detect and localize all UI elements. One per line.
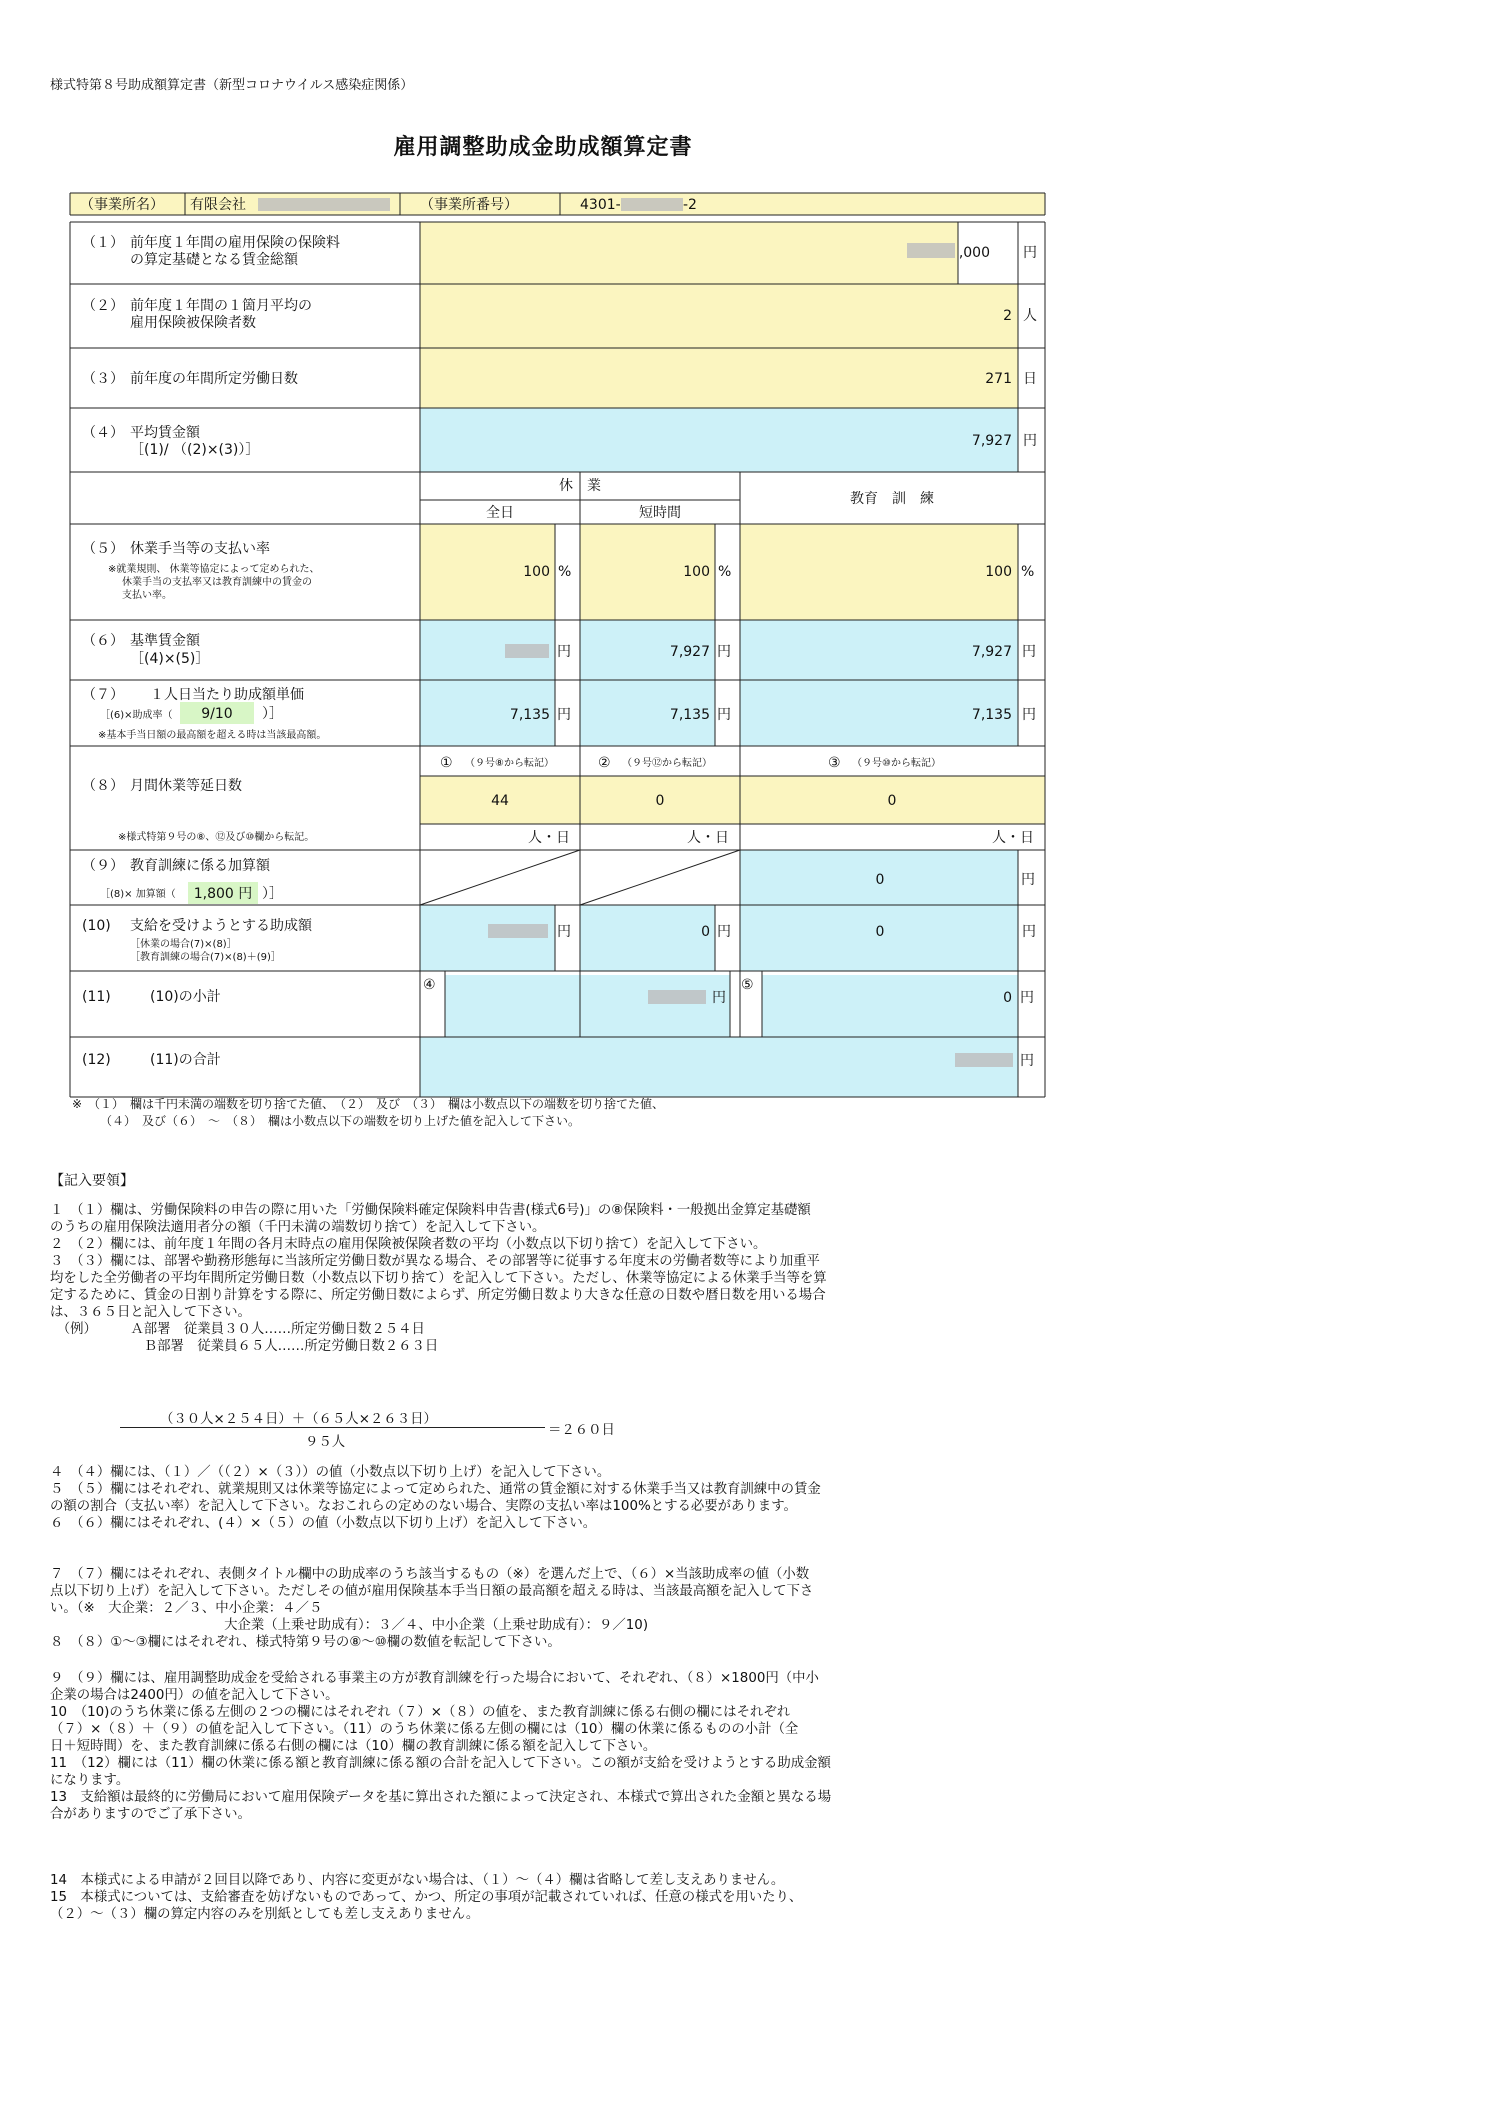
row7-rate-suffix: ）］: [262, 706, 283, 722]
redaction-mark: [907, 243, 955, 258]
instructions-heading: 【記入要領】: [50, 1173, 134, 1189]
row10-tanjikan-unit: 円: [717, 924, 731, 940]
redaction-mark: [648, 990, 706, 1004]
row7-rate-prefix: ［(6)×助成率（: [100, 710, 173, 721]
row7-kyoiku-unit: 円: [1022, 707, 1036, 723]
instructions-block-3: ７ （７）欄にはそれぞれ、表側タイトル欄中の助成率のうち該当するもの（※）を選んだ上で、（６）×当該助成率の値（小数 点以下切り上げ）を記入して下さい。ただしその値が雇用保険基本手当日額の最高額を超える時は、当該最高額を記入して下さ い。（※ 大企業：２／３、中小企業：４／５ 大企業（上乗せ助成有）：３／４、中小企業（上乗せ助成有）：９／10) ８ （８）①～③欄にはそれぞれ、様式特第９号の⑧～⑩欄の数値を転記して下さい。: [50, 1567, 814, 1650]
row8-no: （８）: [82, 778, 124, 794]
row7-tanjikan-value: 7,135: [669, 707, 710, 723]
instructions-block-1: １ （１）欄は、労働保険料の申告の際に用いた「労働保険料確定保険料申告書(様式6号)」の⑧保険料・一般拠出金算定基礎額 のうちの雇用保険法適用者分の額（千円未満の端数切り捨て）を記入して下さい。 ２ （２）欄には、前年度１年間の各月末時点の雇用保険被保険者数の平均（小数点以下切り捨て）を記入して下さい。 ３ （３）欄には、部署や勤務形態毎に当該所定労働日数が異なる場合、その部署等に従事する年度末の労働者数等により加重平 均をした全労働者の平均年間所定労働日数（小数点以下切り捨て）を記入して下さい。ただし、休業等協定による休業手当等を算 定するために、賃金の日割り計算をする際に、所定労働日数によらず、所定労働日数より大きな任意の日数や暦日数を用いる場合 は、３６５日と記入して下さい。 （例） Ａ部署 従業員３０人……所定労働日数２５４日 Ｂ部署 従業員６５人……所定労働日数２６３日: [50, 1203, 827, 1354]
fraction-line: [120, 1427, 545, 1428]
row10-note-line2: ［教育訓練の場合(7)×(8)＋(9)］: [130, 952, 281, 963]
redaction-mark: [955, 1053, 1013, 1067]
row3-value: 271: [985, 371, 1012, 387]
row2-label-line2: 雇用保険被保険者数: [130, 315, 256, 331]
row3-no: （３）: [82, 371, 124, 387]
instructions-block-4: ９ （９）欄には、雇用調整助成金を受給される事業主の方が教育訓練を行った場合において、それぞれ、（８）×1800円（中小 企業の場合は2400円）の値を記入して下さい。 10 （10)のうち休業に係る左側の２つの欄にはそれぞれ（７）×（８）の値を、また教育訓練に係る右側の欄にはそれぞれ （７）×（８）＋（９）の値を記入して下さい。（11）のうち休業に係る左側の欄には（10）欄の休業に係るものの小計（全 日＋短時間）を、また教育訓練に係る右側の欄には（10）欄の教育訓練に係る額を記入して下さい。 11 （12）欄には（11）欄の休業に係る額と教育訓練に係る額の合計を記入して下さい。この額が支給を受けようとする助成金額 になります。 13 支給額は最終的に労働局において雇用保険データを基に算出された額によって決定され、本様式で算出された金額と異なる場 合がありますのでご了承下さい。: [50, 1671, 832, 1822]
header-kyoiku: 教育 訓 練: [850, 491, 934, 507]
row4-label-line2: ［(1)/ （(2)×(3)）］: [130, 442, 260, 458]
row9-kyoiku-value: 0: [875, 872, 885, 888]
header-zennichi: 全日: [486, 505, 514, 521]
row11-marker-4: ④: [423, 977, 436, 993]
row4-value: 7,927: [971, 433, 1012, 449]
row7-tanjikan-unit: 円: [717, 707, 731, 723]
row8-note: ※様式特第９号の⑧、⑫及び⑩欄から転記。: [118, 832, 315, 843]
row10-note-line1: ［休業の場合(7)×(8)］: [130, 939, 237, 950]
form-code: 様式特第８号助成額算定書（新型コロナウイルス感染症関係）: [50, 78, 414, 93]
row9-amount-prefix: ［(8)× 加算額（: [100, 889, 176, 900]
row8-unit-1: 人・日: [528, 830, 570, 846]
row4-no: （４）: [82, 425, 124, 441]
row7-note: ※基本手当日額の最高額を超える時は当該最高額。: [98, 730, 327, 741]
redaction-mark: [621, 198, 683, 211]
row2-value: 2: [1003, 308, 1012, 324]
row11-kyugyo-unit: 円: [712, 990, 726, 1006]
office-number-label: （事業所番号）: [420, 197, 518, 213]
row8-zennichi-value: 44: [491, 793, 509, 809]
calc-denominator: ９５人: [305, 1435, 346, 1450]
redaction-mark: [505, 644, 549, 658]
row5-note-line1: ※就業規則、 休業等協定によって定められた、: [108, 564, 320, 575]
row6-label-line1: 基準賃金額: [130, 633, 200, 649]
row6-zennichi-unit: 円: [557, 644, 571, 660]
row1-value: ,000: [958, 245, 990, 261]
row8-tanjikan-value: 0: [655, 793, 665, 809]
row11-label: (10)の小計: [150, 989, 221, 1005]
row7-no: （７）: [82, 687, 124, 703]
row8-source-2: （９号⑫から転記）: [622, 758, 712, 769]
redaction-mark: [258, 198, 390, 211]
row7-kyoiku-value: 7,135: [971, 707, 1012, 723]
row9-amount-suffix: ）］: [262, 886, 283, 902]
row10-kyoiku-value: 0: [875, 924, 885, 940]
office-number-suffix: -2: [683, 197, 697, 213]
row6-label-line2: ［(4)×(5)］: [130, 651, 210, 667]
instructions-block-5: 14 本様式による申請が２回目以降であり、内容に変更がない場合は、（１）～（４）欄は省略して差し支えありません。 15 本様式については、支給審査を妨げないものであって、かつ、所定の事項が記載されていれば、任意の様式を用いたり、 （２）～（３）欄の算定内容のみを別紙としても差し支えありません。: [50, 1873, 803, 1922]
row10-no: (10): [82, 918, 111, 934]
row6-tanjikan-value: 7,927: [669, 644, 710, 660]
office-number-value: 4301-: [580, 197, 621, 213]
row3-input[interactable]: [420, 348, 1018, 408]
row7-rate-value[interactable]: 9/10: [201, 706, 233, 722]
row8-unit-3: 人・日: [992, 830, 1034, 846]
row2-label-line1: 前年度１年間の１箇月平均の: [130, 298, 312, 314]
row3-label: 前年度の年間所定労働日数: [130, 371, 298, 387]
row8-unit-2: 人・日: [687, 830, 729, 846]
row8-source-1: （９号⑧から転記）: [465, 758, 554, 769]
row2-unit: 人: [1023, 308, 1037, 324]
row4-unit: 円: [1023, 433, 1037, 449]
header-tanjikan: 短時間: [639, 505, 681, 521]
row11-no: (11): [82, 989, 111, 1005]
row11-kyoiku-value: 0: [1003, 990, 1012, 1006]
row5-zennichi-value: 100: [523, 564, 550, 580]
row6-no: （６）: [82, 633, 124, 649]
header-kyugyo: 休 業: [559, 478, 601, 494]
row7-zennichi-value: 7,135: [509, 707, 550, 723]
row6-kyoiku-unit: 円: [1022, 644, 1036, 660]
row8-marker-2: ②: [598, 755, 611, 771]
row4-label-line1: 平均賃金額: [130, 425, 200, 441]
office-name-label: （事業所名）: [80, 197, 164, 213]
row5-note-line2: 休業手当の支払率又は教育訓練中の賃金の: [122, 577, 312, 588]
row8-kyoiku-value: 0: [887, 793, 897, 809]
row5-no: （５）: [82, 541, 124, 557]
redaction-mark: [488, 924, 548, 938]
instructions-block-2: ４ （４）欄には、（１）／（（２）×（３））の値（小数点以下切り上げ）を記入して下さい。 ５ （５）欄にはそれぞれ、就業規則又は休業等協定によって定められた、通常の賃金額に対する休業手当又は教育訓練中の賃金 の額の割合（支払い率）を記入して下さい。なおこれらの定めのない場合、実際の支払い率は100%とする必要があります。 ６ （６）欄にはそれぞれ、(４）×（５）の値（小数点以下切り上げ）を記入して下さい。: [50, 1465, 821, 1531]
row1-label-line2: の算定基礎となる賃金総額: [130, 252, 298, 268]
row5-kyoiku-input[interactable]: [740, 524, 1018, 620]
example-calculation: [120, 1408, 680, 1458]
row6-kyoiku-value: 7,927: [971, 644, 1012, 660]
row1-no: （１）: [82, 235, 124, 251]
row10-label: 支給を受けようとする助成額: [130, 918, 312, 934]
row5-tanjikan-unit: %: [718, 564, 732, 580]
row8-label: 月間休業等延日数: [130, 778, 242, 794]
row7-zennichi-unit: 円: [557, 707, 571, 723]
row5-label: 休業手当等の支払い率: [130, 541, 270, 557]
row12-no: (12): [82, 1052, 111, 1068]
row9-amount-value[interactable]: 1,800 円: [193, 886, 253, 902]
row5-kyoiku-unit: %: [1021, 564, 1035, 580]
row12-unit: 円: [1020, 1053, 1034, 1069]
footnote-line1: ※ （１） 欄は千円未満の端数を切り捨てた値、 （２） 及び （３） 欄は小数点以下の端数を切り捨てた値、: [72, 1097, 665, 1111]
row9-label: 教育訓練に係る加算額: [130, 858, 270, 874]
row11-marker-5: ⑤: [741, 977, 754, 993]
row6-tanjikan-unit: 円: [717, 644, 731, 660]
row5-tanjikan-value: 100: [683, 564, 710, 580]
footnote-line2: （４） 及び（６） ～ （８） 欄は小数点以下の端数を切り上げた値を記入して下さい。: [100, 1114, 581, 1128]
row2-no: （２）: [82, 298, 124, 314]
row7-label: １人日当たり助成額単価: [150, 687, 304, 703]
row5-kyoiku-value: 100: [985, 564, 1012, 580]
table-footnote: [72, 1096, 664, 1130]
row11-kyoiku-unit: 円: [1020, 990, 1034, 1006]
row5-note-line3: 支払い率。: [122, 590, 172, 601]
row2-input[interactable]: [420, 284, 1018, 348]
row1-label-line1: 前年度１年間の雇用保険の保険料: [130, 235, 340, 251]
row1-unit: 円: [1023, 245, 1037, 261]
row10-zennichi-unit: 円: [557, 924, 571, 940]
row8-marker-3: ③: [828, 755, 841, 771]
row8-source-3: （９号⑩から転記）: [852, 758, 941, 769]
row10-kyoiku-unit: 円: [1022, 924, 1036, 940]
row12-label: (11)の合計: [150, 1052, 221, 1068]
office-name-value: 有限会社: [190, 197, 246, 213]
row8-marker-1: ①: [440, 755, 453, 771]
row3-unit: 日: [1023, 371, 1037, 387]
row10-tanjikan-value: 0: [701, 924, 710, 940]
calc-result: ＝２６０日: [548, 1423, 615, 1438]
row9-unit: 円: [1021, 872, 1035, 888]
calc-numerator: （３０人×２５４日）＋（６５人×２６３日）: [160, 1412, 437, 1427]
row5-zennichi-unit: %: [558, 564, 572, 580]
document-title: 雇用調整助成金助成額算定書: [393, 135, 693, 160]
row9-no: （９）: [82, 858, 124, 874]
row1-input[interactable]: [420, 222, 958, 284]
